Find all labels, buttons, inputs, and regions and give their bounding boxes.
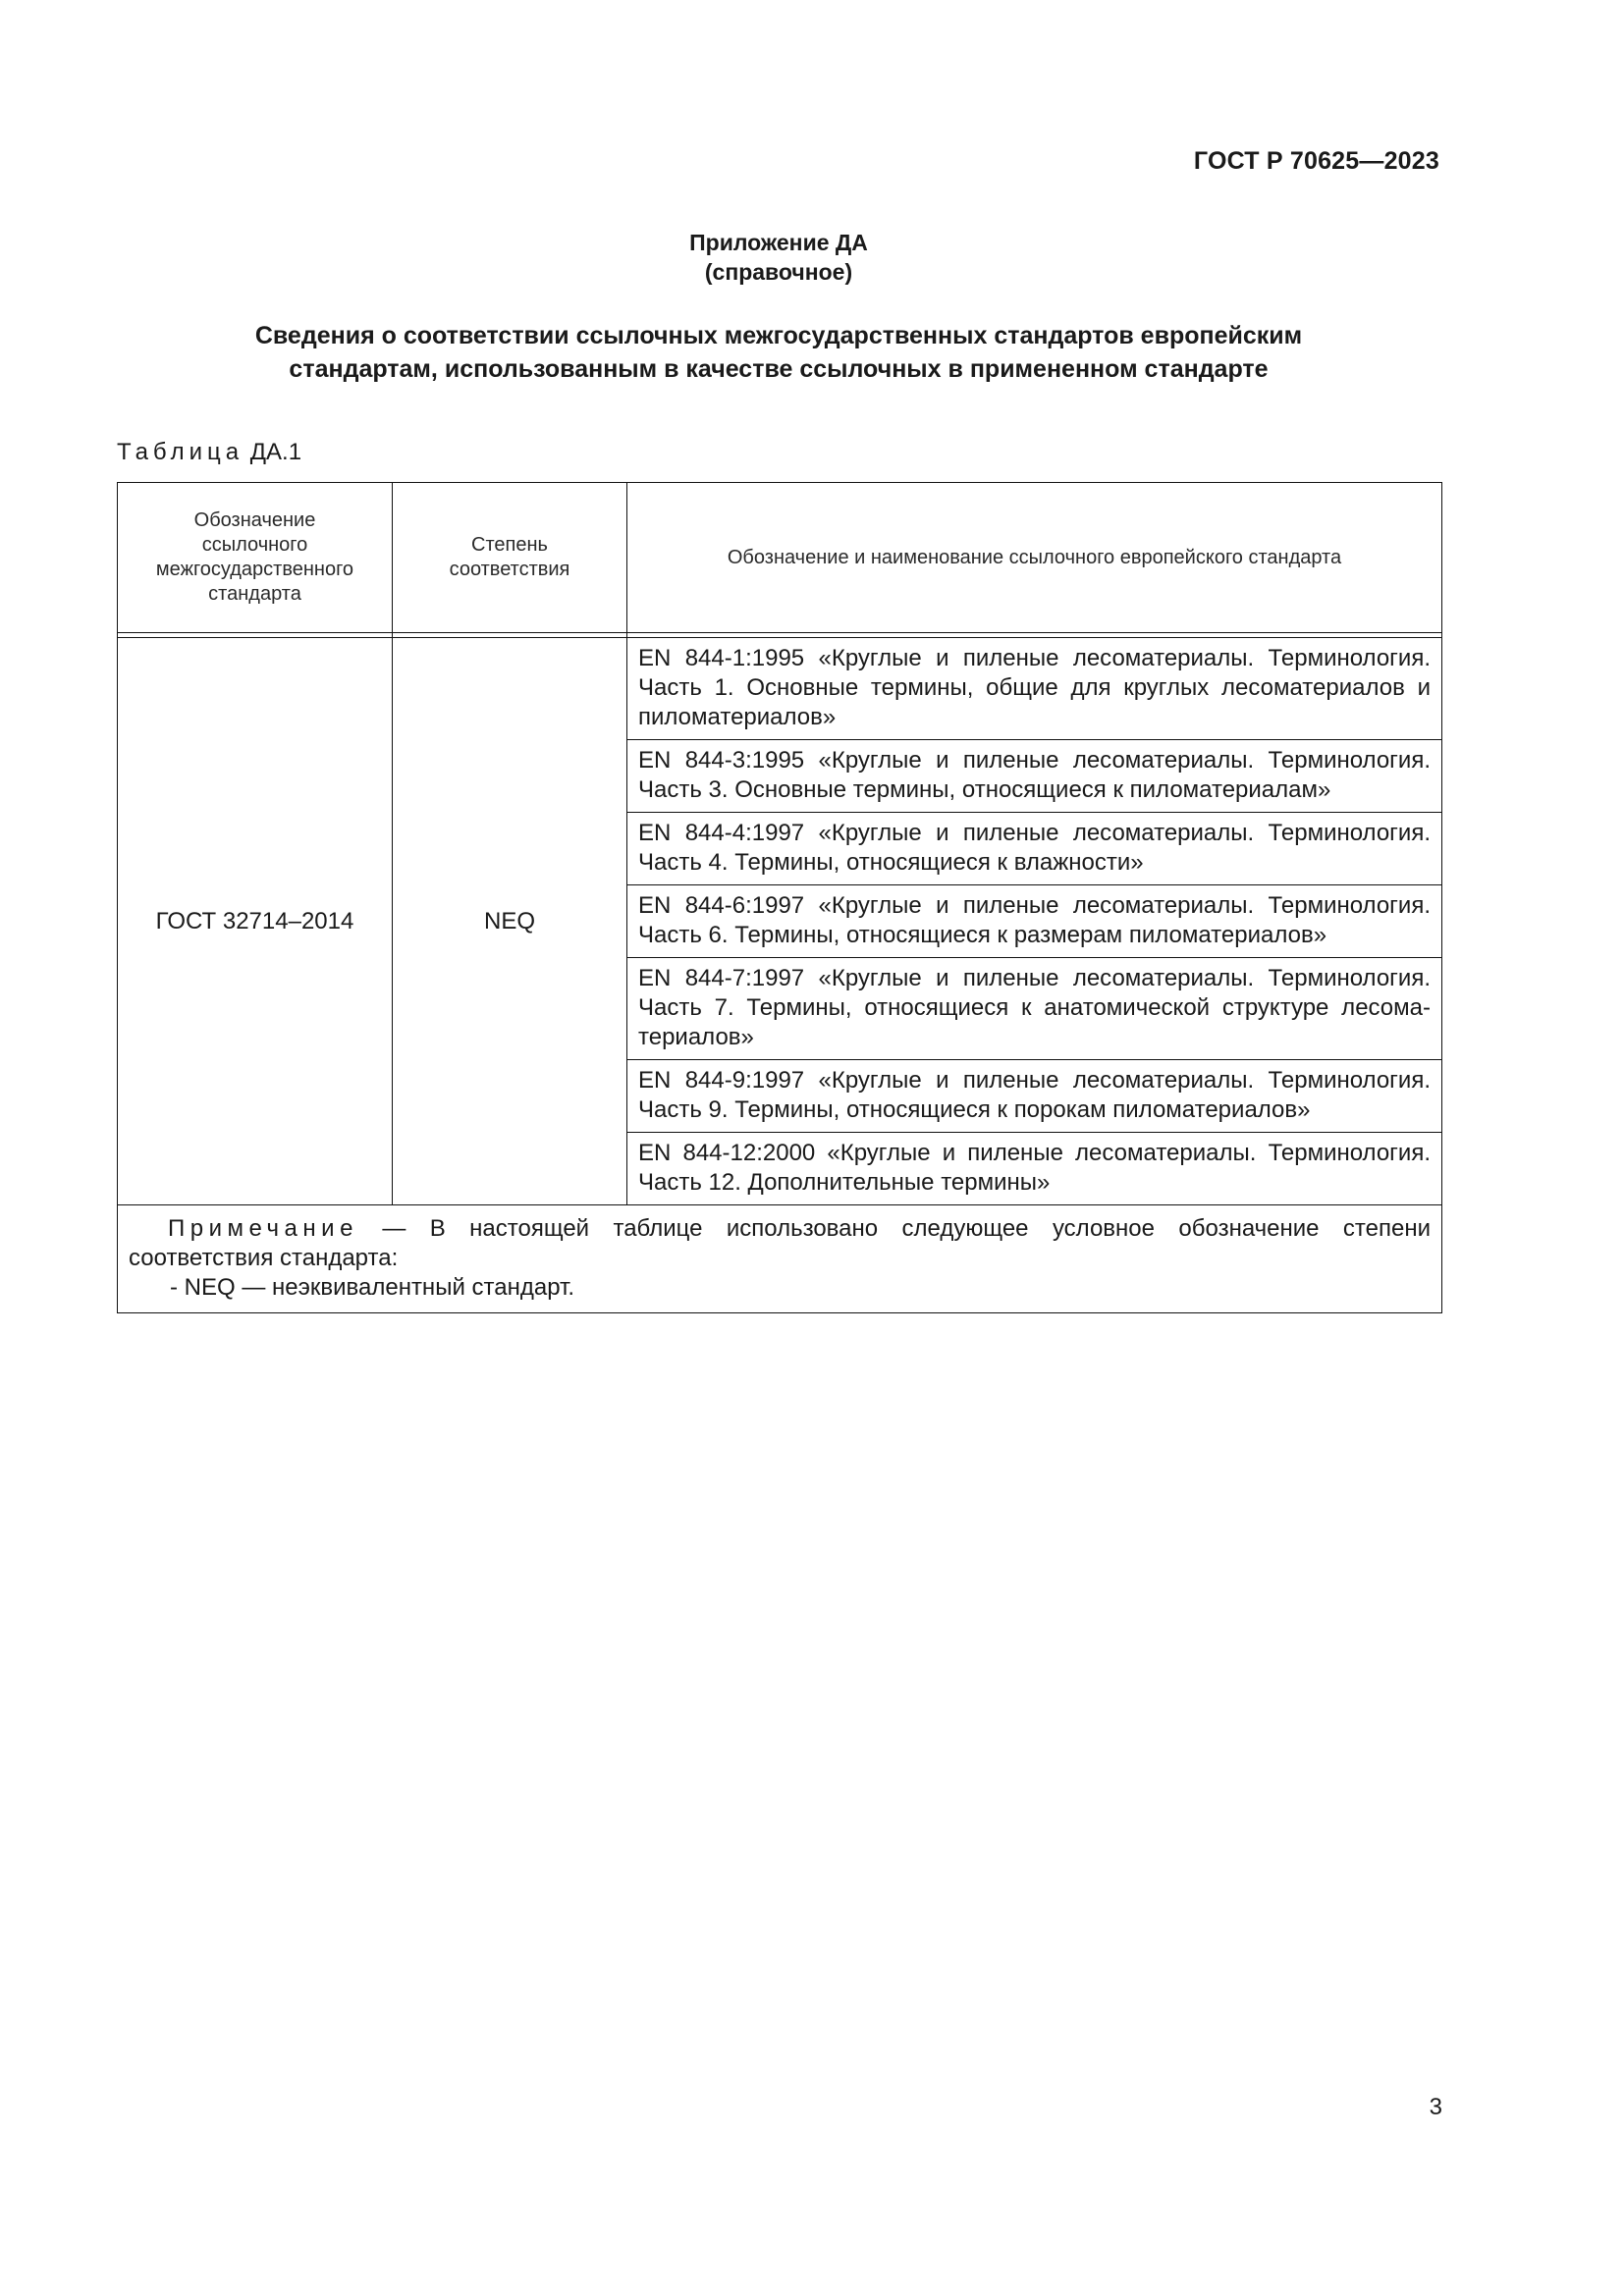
header-interstate-standard	[118, 483, 393, 633]
european-standard-cell: EN 844-1:1995 «Круглые и пиленые лесоматериалы. Терминология. Часть 1. Основные термины, общие для круглых лесоматериалов и пиломатериалов»	[627, 638, 1442, 740]
european-standard-cell: EN 844-9:1997 «Круглые и пиленые лесоматериалы. Терминология. Часть 9. Термины, относящиеся к порокам пиломатериалов»	[627, 1060, 1442, 1133]
table-caption-label: Таблица	[117, 439, 244, 465]
correspondence-table	[117, 482, 1442, 1313]
interstate-standard-cell: ГОСТ 32714–2014	[118, 638, 393, 1205]
european-standard-cell: EN 844-12:2000 «Круглые и пиленые лесоматериалы. Терминология. Часть 12. Дополнительные термины»	[627, 1133, 1442, 1205]
header-col1-line-2: ссылочного	[201, 534, 308, 556]
appendix-heading	[0, 228, 1557, 287]
header-col1-line-1: Обозначение	[193, 509, 316, 531]
european-standard-cell: EN 844-6:1997 «Круглые и пиленые лесоматериалы. Терминология. Часть 6. Термины, относящиеся к размерам пиломатериалов»	[627, 885, 1442, 958]
european-standard-cell: EN 844-4:1997 «Круглые и пиленые лесоматериалы. Терминология. Часть 4. Термины, относящиеся к влажности»	[627, 813, 1442, 885]
table-note	[118, 1205, 1442, 1313]
section-title	[0, 319, 1557, 386]
degree-cell: NEQ	[393, 638, 627, 1205]
header-col2-line-2: соответствия	[449, 559, 570, 580]
table-row	[118, 638, 1442, 740]
table-note-row	[118, 1205, 1442, 1313]
table-caption	[117, 439, 301, 466]
document-number: ГОСТ Р 70625—2023	[1193, 147, 1439, 175]
note-label: Примечание	[168, 1215, 358, 1242]
section-title-line-1: Сведения о соответствии ссылочных межгосударственных стандартов европейским	[254, 322, 1303, 349]
note-text-line-1: — В настоящей таблице использовано следующее условное обозначение степени	[382, 1215, 1432, 1242]
header-col1-line-3: межгосударственного	[155, 559, 354, 580]
header-col2-line-1: Степень	[471, 534, 548, 556]
table-header-row	[118, 483, 1442, 633]
page-number: 3	[1429, 2094, 1442, 2120]
note-list-item: - NEQ — неэквивалентный стандарт.	[170, 1274, 575, 1301]
table-caption-number: ДА.1	[249, 439, 302, 465]
appendix-title: Приложение ДА	[689, 230, 868, 255]
section-title-line-2: стандартам, использованным в качестве ссылочных в примененном стандарте	[289, 355, 1269, 383]
header-col1-line-4: стандарта	[208, 583, 301, 605]
header-european-standard: Обозначение и наименование ссылочного европейского стандарта	[627, 483, 1442, 633]
european-standard-cell: EN 844-7:1997 «Круглые и пиленые лесоматериалы. Терминология. Часть 7. Термины, относящиеся к анатомической структуре лесома- териалов»	[627, 958, 1442, 1060]
note-text-line-2: соответствия стандарта:	[129, 1245, 399, 1271]
appendix-subtitle: (справочное)	[704, 259, 853, 285]
european-standard-cell: EN 844-3:1995 «Круглые и пиленые лесоматериалы. Терминология. Часть 3. Основные термины, относящиеся к пиломатериалам»	[627, 740, 1442, 813]
header-degree-of-correspondence	[393, 483, 627, 633]
